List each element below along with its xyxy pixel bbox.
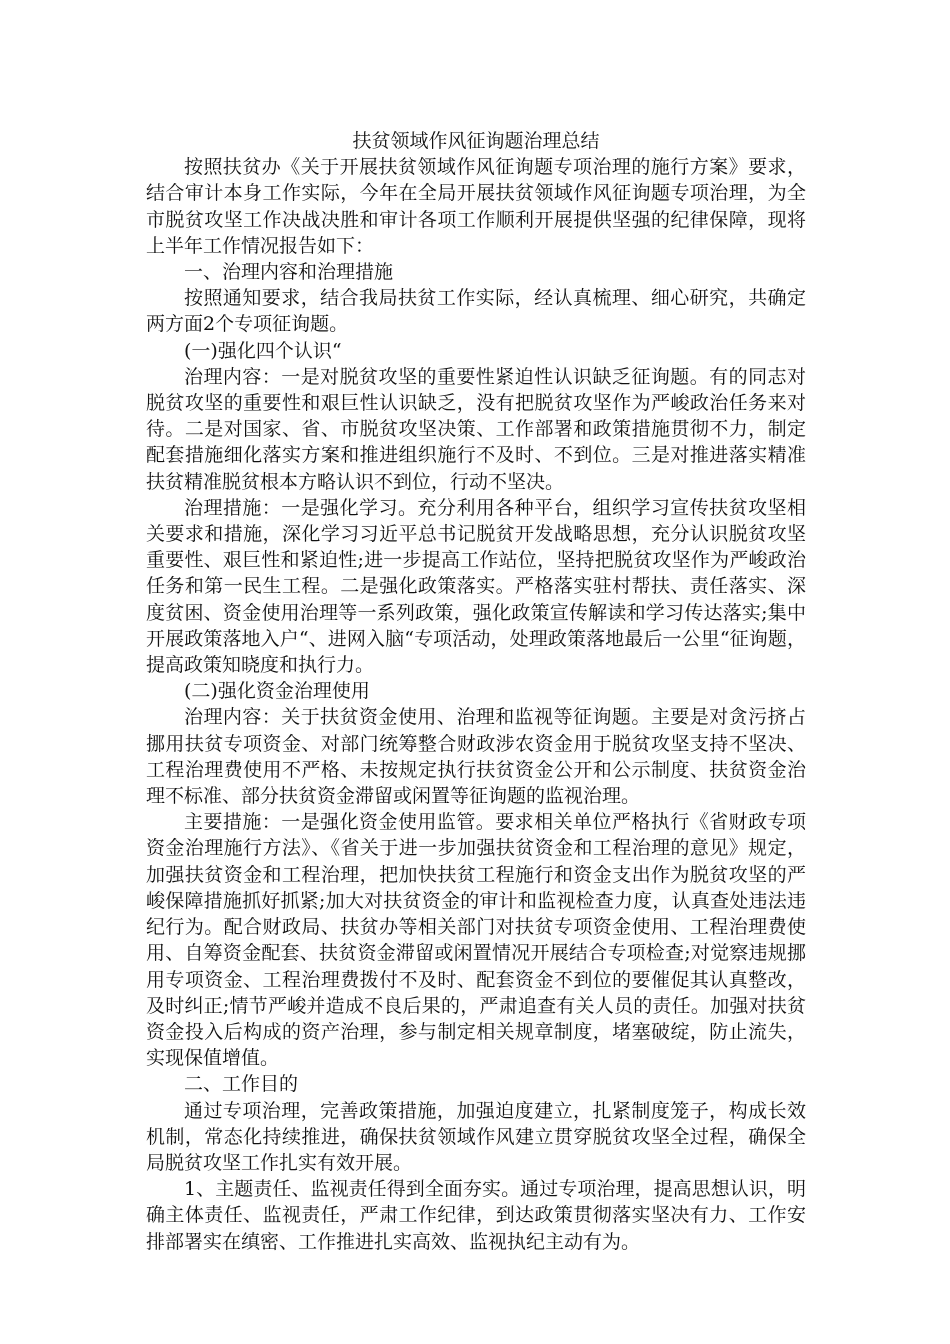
goal1-paragraph: 1、主题责任、监视责任得到全面夯实。通过专项治理，提高思想认识，明确主体责任、监视责任，严肃工作纪律，到达政策贯彻落实坚决有力、工作安排部署实在缜密、工作推进扎实高效、监视执纪主动有为。 — [146, 1178, 806, 1253]
section1-intro-paragraph: 按照通知要求，结合我局扶贫工作实际，经认真梳理、细心研究，共确定两方面2个专项征询题。 — [146, 287, 806, 336]
section2-heading: 二、工作目的 — [184, 1073, 299, 1096]
subsection1-content-paragraph: 治理内容：一是对脱贫攻坚的重要性紧迫性认识缺乏征询题。有的同志对脱贫攻坚的重要性和艰巨性认识缺乏，没有把脱贫攻坚作为严峻政治任务来对待。二是对国家、省、市脱贫攻坚决策、工作部署和政策措施贯彻不力，制定配套措施细化落实方案和推进组织施行不及时、不到位。三是对推进落实精准扶贫精准脱贫根本方略认识不到位，行动不坚决。 — [146, 365, 806, 493]
section1-heading: 一、治理内容和治理措施 — [184, 261, 394, 284]
section2-intro-paragraph: 通过专项治理，完善政策措施，加强迫度建立，扎紧制度笼子，构成长效机制，常态化持续推进，确保扶贫领域作风建立贯穿脱贫攻坚全过程，确保全局脱贫攻坚工作扎实有效开展。 — [146, 1099, 806, 1174]
subsection2-content-paragraph: 治理内容：关于扶贫资金使用、治理和监视等征询题。主要是对贪污挤占挪用扶贫专项资金、对部门统筹整合财政涉农资金用于脱贫攻坚支持不坚决、工程治理费使用不严格、未按规定执行扶贫资金公开和公示制度、扶贫资金治理不标准、部分扶贫资金滞留或闲置等征询题的监视治理。 — [146, 706, 806, 808]
document-title: 扶贫领域作风征询题治理总结 — [352, 130, 600, 152]
document-page — [146, 128, 806, 1255]
subsection1-heading: (一)强化四个认识“ — [184, 339, 342, 362]
subsection2-heading: (二)强化资金治理使用 — [184, 680, 370, 703]
subsection2-measures-paragraph: 主要措施：一是强化资金使用监管。要求相关单位严格执行《省财政专项资金治理施行方法》、《省关于进一步加强扶贫资金和工程治理的意见》规定，加强扶贫资金和工程治理，把加快扶贫工程施行和资金支出作为脱贫攻坚的严峻保障措施抓好抓紧;加大对扶贫资金的审计和监视检查力度，认真查处违法违纪行为。配合财政局、扶贫办等相关部门对扶贫专项资金使用、工程治理费使用、自筹资金配套、扶贫资金滞留或闲置情况开展结合专项检查;对觉察违规挪用专项资金、工程治理费拨付不及时、配套资金不到位的要催促其认真整改，及时纠正;情节严峻并造成不良后果的，严肃追查有关人员的责任。加强对扶贫资金投入后构成的资产治理，参与制定相关规章制度，堵塞破绽，防止流失，实现保值增值。 — [146, 811, 806, 1070]
intro-paragraph: 按照扶贫办《关于开展扶贫领域作风征询题专项治理的施行方案》要求，结合审计本身工作实际，今年在全局开展扶贫领域作风征询题专项治理，为全市脱贫攻坚工作决战决胜和审计各项工作顺利开展提供坚强的纪律保障，现将上半年工作情况报告如下： — [146, 156, 806, 257]
subsection1-measures-paragraph: 治理措施：一是强化学习。充分利用各种平台，组织学习宣传扶贫攻坚相关要求和措施，深化学习习近平总书记脱贫开发战略思想，充分认识脱贫攻坚重要性、艰巨性和紧迫性;进一步提高工作站位，坚持把脱贫攻坚作为严峻政治任务和第一民生工程。二是强化政策落实。严格落实驻村帮扶、责任落实、深度贫困、资金使用治理等一系列政策，强化政策宣传解读和学习传达落实;集中开展政策落地入户“、进网入脑“专项活动，处理政策落地最后一公里“征询题，提高政策知晓度和执行力。 — [146, 496, 806, 677]
